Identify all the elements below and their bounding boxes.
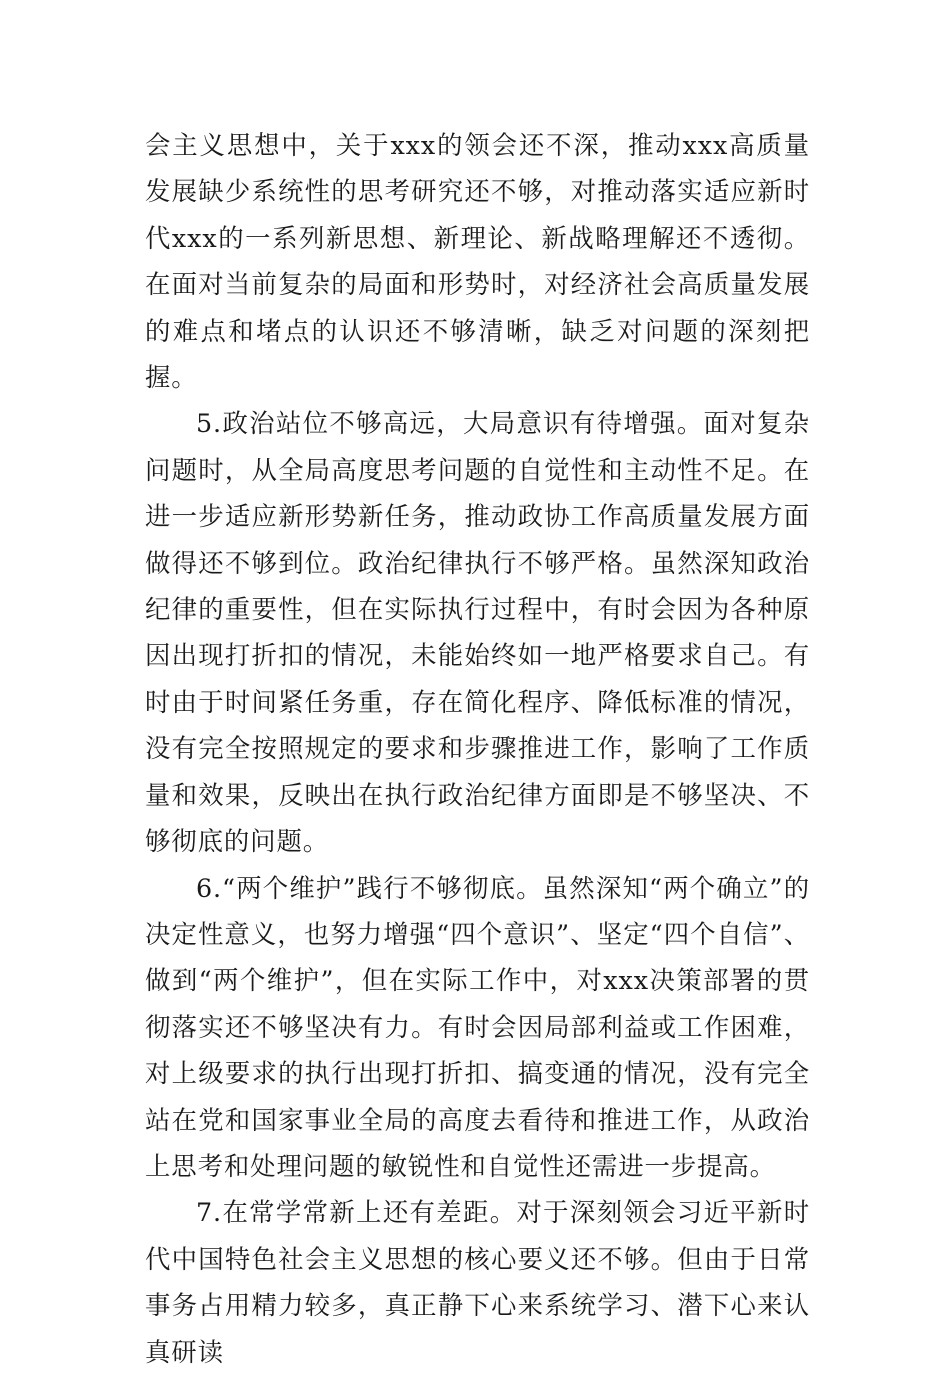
paragraph-item-6: 6.“两个维护”践行不够彻底。虽然深知“两个确立”的决定性意义，也努力增强“四个意识”、坚定“四个自信”、做到“两个维护”，但在实际工作中，对xxx决策部署的贯彻落实还不够坚决有力。有时会因局部利益或工作困难，对上级要求的执行出现打折扣、搞变通的情况，没有完全站在党和国家事业全局的高度去看待和推进工作，从政治上思考和处理问题的敏锐性和自觉性还需进一步提高。 (145, 872, 810, 1181)
document-body (145, 122, 810, 1375)
paragraph-item-5: 5.政治站位不够高远，大局意识有待增强。面对复杂问题时，从全局高度思考问题的自觉性和主动性不足。在进一步适应新形势新任务，推动政协工作高质量发展方面做得还不够到位。政治纪律执行不够严格。虽然深知政治纪律的重要性，但在实际执行过程中，有时会因为各种原因出现打折扣的情况，未能始终如一地严格要求自己。有时由于时间紧任务重，存在简化程序、降低标准的情况，没有完全按照规定的要求和步骤推进工作，影响了工作质量和效果，反映出在执行政治纪律方面即是不够坚决、不够彻底的问题。 (145, 408, 810, 857)
paragraph-item-7: 7.在常学常新上还有差距。对于深刻领会习近平新时代中国特色社会主义思想的核心要义还不够。但由于日常事务占用精力较多，真正静下心来系统学习、潜下心来认真研读 (145, 1197, 810, 1367)
paragraph-continuation: 会主义思想中，关于xxx的领会还不深，推动xxx高质量发展缺少系统性的思考研究还不够，对推动落实适应新时代xxx的一系列新思想、新理论、新战略理解还不透彻。在面对当前复杂的局面和形势时，对经济社会高质量发展的难点和堵点的认识还不够清晰，缺乏对问题的深刻把握。 (145, 130, 810, 393)
